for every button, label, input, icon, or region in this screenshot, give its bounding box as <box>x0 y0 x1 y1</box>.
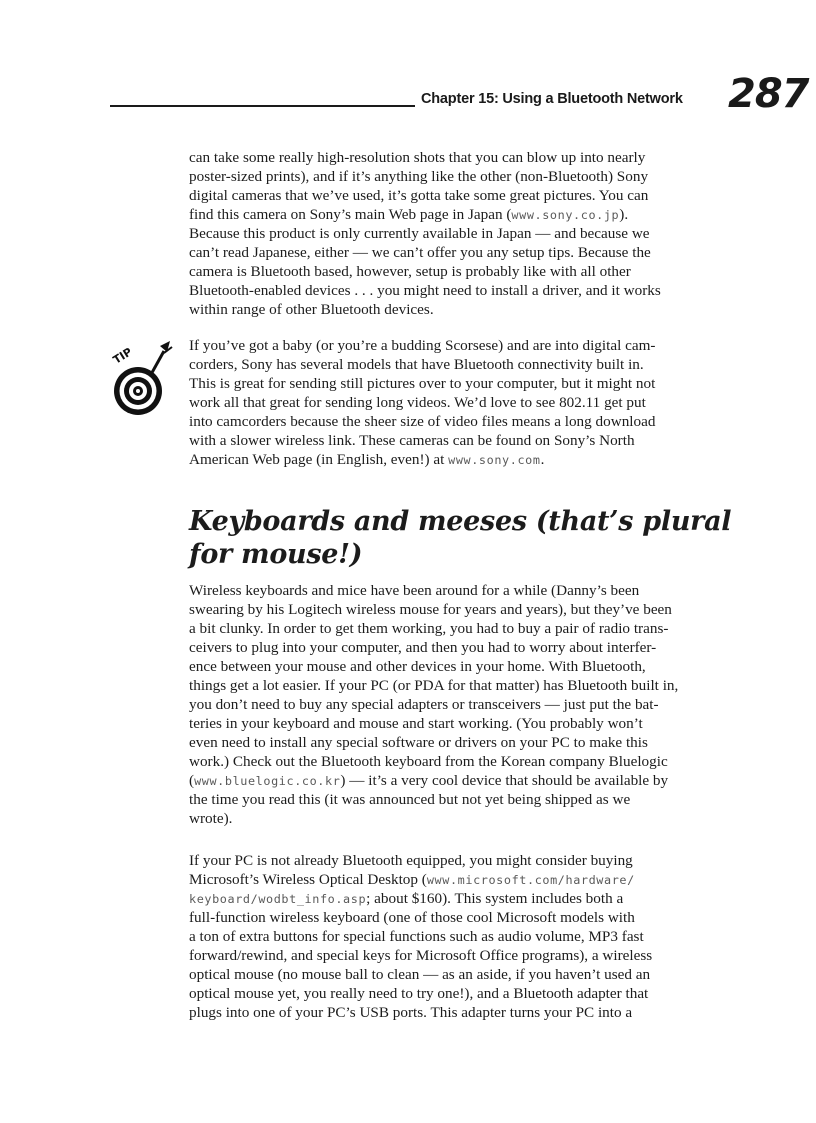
paragraph-camera <box>189 148 719 319</box>
text-line: with a slower wireless link. These cameras can be found on Sony’s North <box>189 432 635 449</box>
url-sony-japan: www.sony.co.jp <box>511 208 620 222</box>
running-head: Chapter 15: Using a Bluetooth Network <box>421 91 683 107</box>
text-line: into camcorders because the sheer size of video files means a long download <box>189 413 656 430</box>
section-heading-line: for mouse!) <box>189 539 363 570</box>
header-rule <box>110 105 415 107</box>
url-microsoft-part1: www.microsoft.com/hardware/ <box>426 873 635 887</box>
tip-paragraph <box>189 336 719 469</box>
text-line: This is great for sending still pictures over to your computer, but it might not <box>189 375 656 392</box>
text-line: optical mouse (no mouse ball to clean — as an aside, if you haven’t used an <box>189 966 651 983</box>
text-line: If your PC is not already Bluetooth equipped, you might consider buying <box>189 852 633 869</box>
text-line: things get a lot easier. If your PC (or PDA for that matter) has Bluetooth built in, <box>189 677 679 694</box>
text-line: Bluetooth-enabled devices . . . you might need to install a driver, and it works <box>189 282 661 299</box>
text-line: a bit clunky. In order to get them working, you had to buy a pair of radio trans- <box>189 620 669 637</box>
text-line: ceivers to plug into your computer, and then you had to worry about interfer- <box>189 639 657 656</box>
text-line: within range of other Bluetooth devices. <box>189 301 434 318</box>
text-line: keyboard/wodbt_info.asp; about $160). This system includes both a <box>189 890 624 907</box>
text-line: Wireless keyboards and mice have been around for a while (Danny’s been <box>189 582 640 599</box>
text-line: the time you read this (it was announced but not yet being shipped as we <box>189 791 631 808</box>
text-line: a ton of extra buttons for special functions such as audio volume, MP3 fast <box>189 928 644 945</box>
text-line: If you’ve got a baby (or you’re a budding Scorsese) and are into digital cam- <box>189 337 656 354</box>
text-line: teries in your keyboard and mouse and start working. (You probably won’t <box>189 715 643 732</box>
text-line: optical mouse yet, you really need to try one!), and a Bluetooth adapter that <box>189 985 649 1002</box>
section-heading <box>189 505 732 571</box>
text-line: poster-sized prints), and if it’s anything like the other (non-Bluetooth) Sony <box>189 168 649 185</box>
text-line: work all that great for sending long videos. We’d love to see 802.11 get put <box>189 394 646 411</box>
text-line: wrote). <box>189 810 233 827</box>
paragraph-microsoft <box>189 851 719 1022</box>
text-line: (www.bluelogic.co.kr) — it’s a very cool device that should be available by <box>189 772 669 789</box>
text-line: you don’t need to buy any special adapters or transceivers — just put the bat- <box>189 696 659 713</box>
section-heading-line: Keyboards and meeses (that’s plural <box>189 506 732 537</box>
text-line: work.) Check out the Bluetooth keyboard from the Korean company Bluelogic <box>189 753 668 770</box>
paragraph-keyboards <box>189 581 719 828</box>
text-line: forward/rewind, and special keys for Microsoft Office programs), a wireless <box>189 947 653 964</box>
text-line: digital cameras that we’ve used, it’s gotta take some great pictures. You can <box>189 187 649 204</box>
text-line: find this camera on Sony’s main Web page in Japan (www.sony.co.jp). <box>189 206 629 223</box>
url-sony: www.sony.com <box>448 453 541 467</box>
text-line: plugs into one of your PC’s USB ports. This adapter turns your PC into a <box>189 1004 633 1021</box>
text-line: camera is Bluetooth based, however, setup is probably like with all other <box>189 263 631 280</box>
text-line: swearing by his Logitech wireless mouse for years and years), but they’ve been <box>189 601 672 618</box>
text-line: full-function wireless keyboard (one of those cool Microsoft models with <box>189 909 635 926</box>
text-line: can take some really high-resolution shots that you can blow up into nearly <box>189 149 646 166</box>
text-line: American Web page (in English, even!) at www.sony.com. <box>189 451 545 468</box>
text-line: ence between your mouse and other devices in your home. With Bluetooth, <box>189 658 646 675</box>
text-line: Microsoft’s Wireless Optical Desktop (www.microsoft.com/hardware/ <box>189 871 635 888</box>
page-number: 287 <box>728 71 809 117</box>
text-line: even need to install any special software or drivers on your PC to make this <box>189 734 648 751</box>
text-line: corders, Sony has several models that have Bluetooth connectivity built in. <box>189 356 644 373</box>
text-line: can’t read Japanese, either — we can’t offer you any setup tips. Because the <box>189 244 651 261</box>
text-line: Because this product is only currently available in Japan — and because we <box>189 225 650 242</box>
url-microsoft-part2: keyboard/wodbt_info.asp <box>189 892 367 906</box>
url-bluelogic: www.bluelogic.co.kr <box>194 774 341 788</box>
tip-target-icon <box>104 337 174 421</box>
tip-icon-label: TIP <box>110 345 135 367</box>
